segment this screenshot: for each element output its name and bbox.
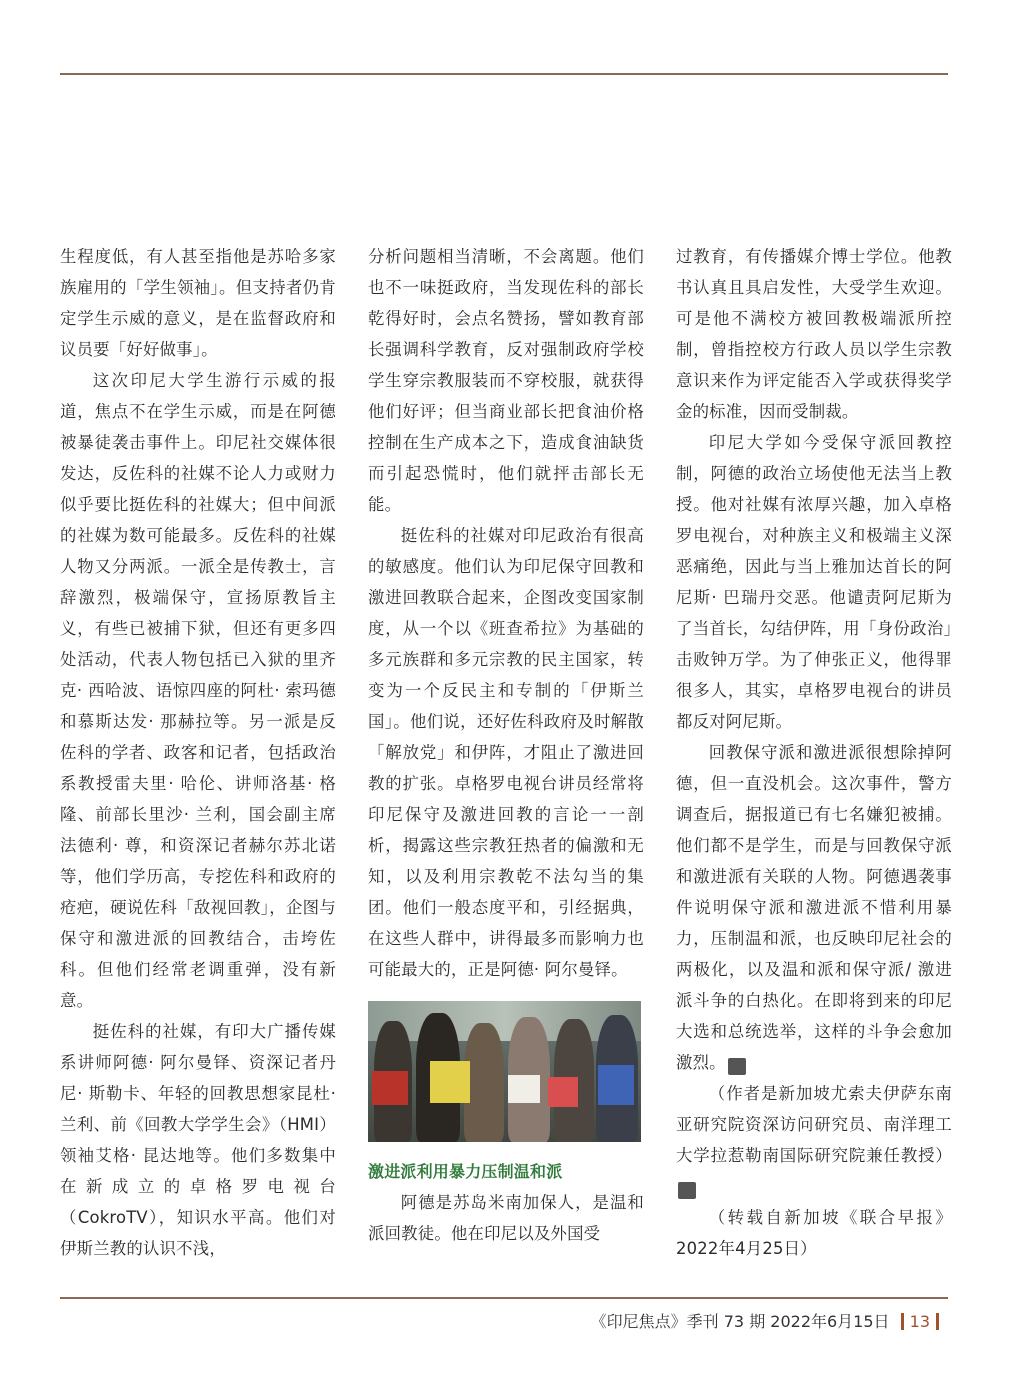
- column-1: [60, 241, 336, 1264]
- bottom-rule: [60, 1297, 948, 1299]
- col3-paragraph-2: 印尼大学如今受保守派回教控制，阿德的政治立场使他无法当上教授。他对社媒有浓厚兴趣，加入卓格罗电视台，对种族主义和极端主义深恶痛绝，因此与当上雅加达首长的阿尼斯· 巴瑞丹交恶。他谴责阿尼斯为了当首长，勾结伊阵，用「身份政治」击败钟万学。为了伸张正义，他得罪很多人，其实，卓格罗电视台的讲员都反对阿尼斯。: [676, 433, 952, 731]
- page-footer: [591, 1310, 945, 1334]
- col3-paragraph-3-text: 回教保守派和激进派很想除掉阿德，但一直没机会。这次事件，警方调查后，据报道已有七名嫌犯被捕。他们都不是学生，而是与回教保守派和激进派有关联的人物。阿德遇袭事件说明保守派和激进派不惜利用暴力，压制温和派，也反映印尼社会的两极化，以及温和派和保守派/ 激进派斗争的白热化。在即将到来的印尼大选和总统选举，这样的斗争会愈加激烈。: [676, 743, 952, 1072]
- column-3: [676, 241, 952, 1264]
- col1-paragraph-3: 挺佐科的社媒，有印大广播传媒系讲师阿德· 阿尔曼铎、资深记者丹尼· 斯勒卡、年轻的回教思想家昆杜· 兰利、前《回教大学学生会》（HMI）领袖艾格· 昆达地等。他们多数集中在新成立的卓格罗电视台（CokroTV），知识水平高。他们对伊斯兰教的认识不浅，: [60, 1022, 336, 1258]
- col1-paragraph-1: 生程度低，有人甚至指他是苏哈多家族雇用的「学生领袖」。但支持者仍肯定学生示威的意义，是在监督政府和议员要「好好做事」。: [60, 247, 336, 359]
- col2-paragraph-1: 分析问题相当清晰，不会离题。他们也不一味挺政府，当发现佐科的部长乾得好时，会点名赞扬，譬如教育部长强调科学教育，反对强制政府学校学生穿宗教服装而不穿校服，就获得他们好评；但当商业部长把食油价格控制在生产成本之下，造成食油缺货而引起恐慌时，他们就抨击部长无能。: [368, 247, 644, 514]
- col3-paragraph-1: 过教育，有传播媒介博士学位。他教书认真且具启发性，大受学生欢迎。可是他不满校方被回教极端派所控制，曾指控校方行政人员以学生宗教意识来作为评定能否入学或获得奖学金的标准，因而受制裁。: [676, 247, 952, 421]
- photo-caption: 激进派利用暴力压制温和派: [368, 1162, 563, 1181]
- col2-paragraph-2: 挺佐科的社媒对印尼政治有很高的敏感度。他们认为印尼保守回教和激进回教联合起来，企图改变国家制度，从一个以《班查希拉》为基础的多元族群和多元宗教的民主国家，转变为一个反民主和专制的「伊斯兰国」。他们说，还好佐科政府及时解散「解放党」和伊阵，才阻止了激进回教的扩张。卓格罗电视台讲员经常将印尼保守及激进回教的言论一一剖析，揭露这些宗教狂热者的偏激和无知，以及利用宗教乾不法勾当的集团。他们一般态度平和，引经据典，在这些人群中，讲得最多而影响力也可能最大的，正是阿德· 阿尔曼铎。: [368, 526, 644, 979]
- author-note-text: （作者是新加坡尤索夫伊萨东南亚研究院资深访问研究员、南洋理工大学拉惹勒南国际研究院兼任教授）: [676, 1084, 952, 1165]
- protest-photo: [368, 1001, 641, 1142]
- end-seal-icon: 印: [728, 1058, 746, 1075]
- page-number: 13: [909, 1312, 930, 1331]
- reprint-note: （转载自新加坡《联合早报》2022年4月25日）: [676, 1208, 952, 1258]
- col1-paragraph-2: 这次印尼大学生游行示威的报道，焦点不在学生示威，而是在阿德被暴徒袭击事件上。印尼社交媒体很发达，反佐科的社媒不论人力或财力似乎要比挺佐科的社媒大；但中间派的社媒为数可能最多。反佐科的社媒人物又分两派。一派全是传教士，言辞激烈，极端保守，宣扬原教旨主义，有些已被捕下狱，但还有更多四处活动，代表人物包括已入狱的里齐克· 西哈波、语惊四座的阿杜· 索玛德和慕斯达发· 那赫拉等。另一派是反佐科的学者、政客和记者，包括政治系教授雷夫里· 哈伦、讲师洛基· 格隆、前部长里沙· 兰利，国会副主席法德利· 尊，和资深记者赫尔苏北诺等，他们学历高，专挖佐科和政府的疮疤，硬说佐科「敌视回教」，企图与保守和激进派的回教结合，击垮佐科。但他们经常老调重弹，没有新意。: [60, 371, 336, 1010]
- top-rule: [60, 73, 948, 75]
- column-2: [368, 241, 644, 1249]
- author-note: [676, 1078, 952, 1202]
- publication-info: 《印尼焦点》季刊 73 期 2022年6月15日: [590, 1312, 890, 1331]
- col3-paragraph-3: [676, 737, 952, 1078]
- col2-paragraph-3: 阿德是苏岛米南加保人，是温和派回教徒。他在印尼以及外国受: [368, 1193, 644, 1243]
- author-seal-icon: 印: [678, 1182, 696, 1199]
- footer-bar-right: [936, 1313, 939, 1330]
- footer-bar-left: [901, 1313, 904, 1330]
